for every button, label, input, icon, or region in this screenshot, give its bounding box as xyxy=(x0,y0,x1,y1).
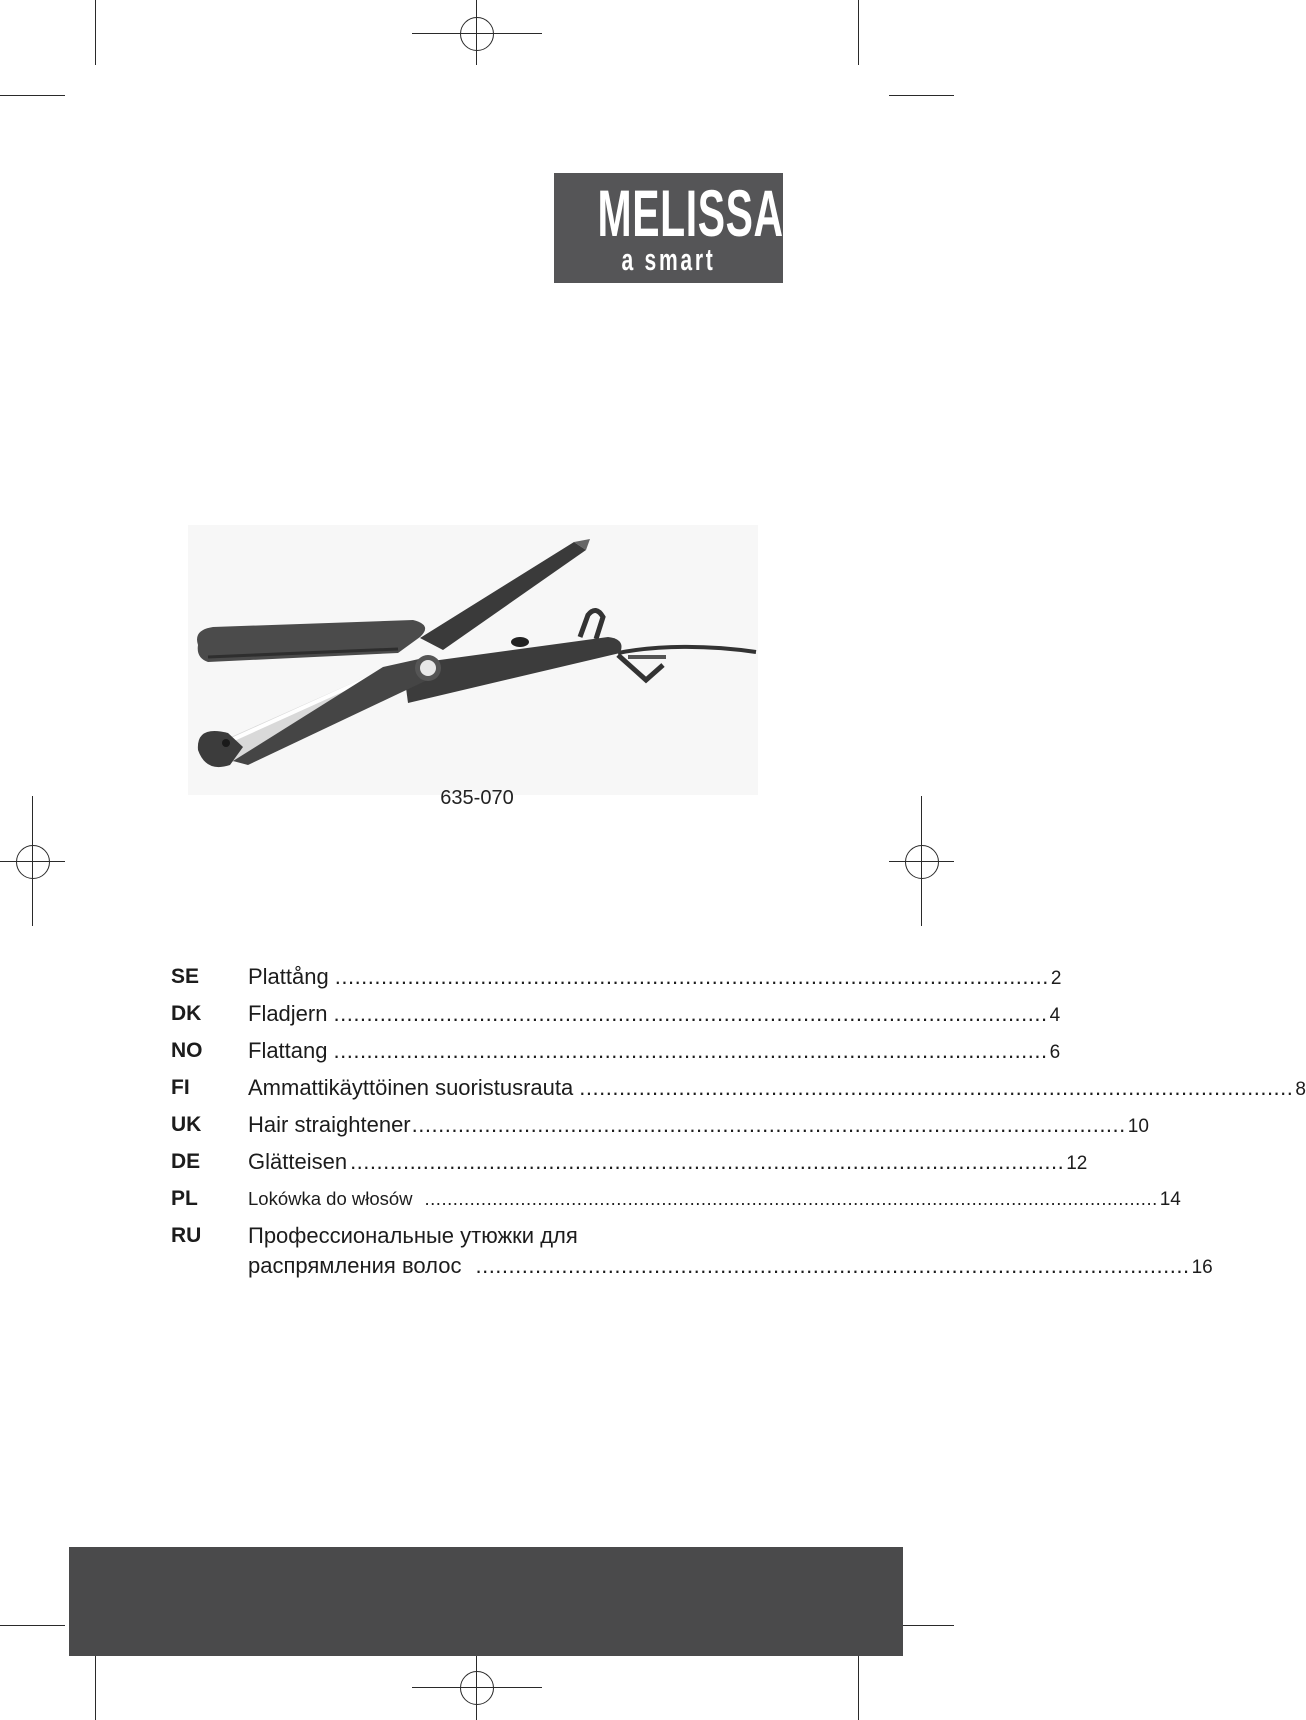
toc-title: Fladjern xyxy=(248,1001,328,1026)
toc-row-uk xyxy=(171,1110,1149,1147)
language-code: FI xyxy=(171,1076,190,1099)
toc-page: 14 xyxy=(1159,1189,1181,1210)
toc-page: 10 xyxy=(1127,1116,1149,1137)
toc-title: Flattang xyxy=(248,1038,328,1063)
language-code: DK xyxy=(171,1002,202,1025)
toc-title: Glätteisen xyxy=(248,1149,348,1174)
toc-title-line2: распрямления волос xyxy=(248,1253,462,1278)
toc-row-ru xyxy=(171,1221,1213,1285)
toc-title: Lokówka do włosów xyxy=(248,1188,413,1209)
footer-bar xyxy=(69,1547,903,1656)
toc-entry: Lokówka do włosów .................................................................................................................................. 14 xyxy=(248,1184,751,1215)
toc-page: 8 xyxy=(1295,1079,1306,1100)
language-code: PL xyxy=(171,1187,198,1210)
toc-entry: Glätteisen ............................................................................................................ 12 xyxy=(248,1147,751,1179)
table-of-contents xyxy=(171,962,1306,1285)
language-code: UK xyxy=(171,1113,202,1136)
toc-title: Hair straightener xyxy=(248,1112,411,1137)
toc-entry: распрямления волос ............................................................................................................ 16 xyxy=(248,1251,751,1283)
toc-entry: Fladjern ............................................................................................................ 4 xyxy=(248,999,751,1031)
brand-name: MELISSA xyxy=(597,176,784,250)
toc-page: 16 xyxy=(1191,1257,1213,1278)
toc-title-line1: Профессиональные утюжки для xyxy=(248,1223,578,1248)
toc-title: Plattång xyxy=(248,964,329,989)
toc-row-pl xyxy=(171,1184,1181,1221)
toc-page: 12 xyxy=(1066,1153,1088,1174)
toc-row-fi xyxy=(171,1073,1306,1110)
toc-entry: Plattång ............................................................................................................ 2 xyxy=(248,962,751,994)
language-code: SE xyxy=(171,965,200,988)
toc-entry: Ammattikäyttöinen suoristusrauta ............................................................................................................ 8 xyxy=(248,1073,751,1105)
hair-straightener-image xyxy=(188,525,758,795)
toc-page: 4 xyxy=(1049,1005,1061,1026)
toc-page: 6 xyxy=(1049,1042,1061,1063)
toc-entry: Flattang ............................................................................................................ 6 xyxy=(248,1036,751,1068)
language-code: RU xyxy=(171,1224,202,1247)
toc-page: 2 xyxy=(1050,968,1062,989)
toc-row-se xyxy=(171,962,1062,999)
language-code: NO xyxy=(171,1039,203,1062)
toc-title: Ammattikäyttöinen suoristusrauta xyxy=(248,1075,574,1100)
brand-logo xyxy=(554,173,784,311)
brand-tagline: a smart move xyxy=(621,242,716,311)
model-number: 635-070 xyxy=(440,787,514,809)
language-code: DE xyxy=(171,1150,201,1173)
toc-row-no xyxy=(171,1036,1061,1073)
toc-row-dk xyxy=(171,999,1061,1036)
toc-entry: Hair straightener ............................................................................................................ 10 xyxy=(248,1110,751,1142)
toc-row-de xyxy=(171,1147,1088,1184)
